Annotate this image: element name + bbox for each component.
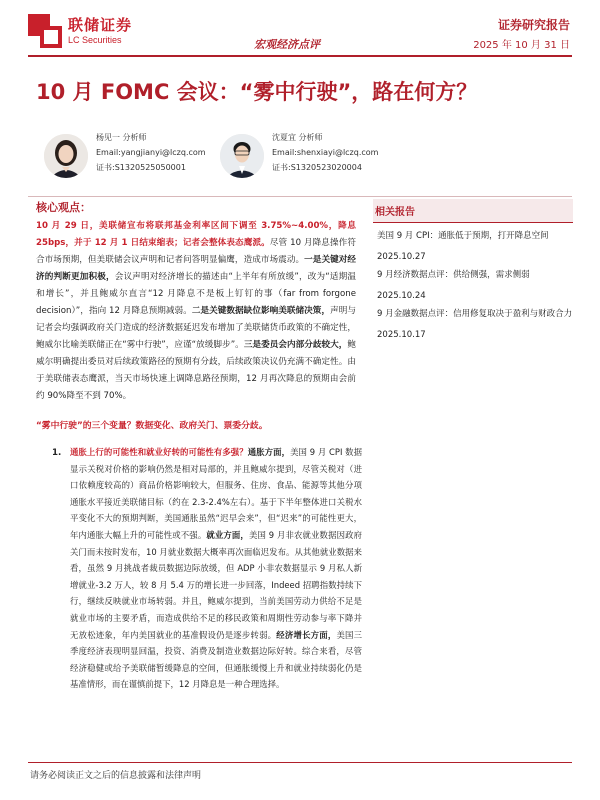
core-text-a: 尽管 10 月降息操作符合市场预期，但美联储会议声明和记者问答明显偏鹰，造成市场震动。 (36, 238, 356, 265)
core-highlight: 10 月 29 日，美联储宣布将联邦基金利率区间下调至 3.75%~4.00%，降息 25bps，并于 12 月 1 日结束缩表；记者会整体表态鹰派。 (36, 221, 356, 248)
logo-mark-icon (28, 14, 62, 48)
analyst-avatar (220, 134, 264, 178)
related-report-date: 2025.10.27 (377, 252, 426, 262)
logo-cn-text: 联储证券 (68, 15, 133, 34)
analyst-email: Email:shenxiayi@lczq.com (272, 148, 379, 157)
related-report-link[interactable]: 美国 9 月 CPI：通胀低于预期，打开降息空间 (377, 231, 549, 241)
core-text-e: 鲍威尔明确提出委员对后续政策路径的预期有分歧，后续政策决议仍充满不确定性。由于美联储表态鹰派，当天市场快速上调降息路径预期，12 月再次降息的预期由会前约 90%降至不到 70%。 (36, 340, 356, 401)
footer-disclaimer: 请务必阅读正文之后的信息披露和法律声明 (30, 771, 202, 781)
item-text-3: 美国三季度经济表现明显回温，投资、消费及制造业数据边际好转。综合来看，尽管经济稳健或给予美联储暂缓降息的空间，但通胀缓慢上升和就业持续弱化仍是基准情形，而在谨慎前提下，12 月降息是一种合理选择。 (70, 629, 363, 690)
related-report-date: 2025.10.24 (377, 291, 426, 301)
report-type: 证券研究报告 (497, 18, 570, 32)
question-heading: “雾中行驶”的三个变量？数据变化、政府关门、票委分歧。 (36, 421, 268, 431)
core-point-3: 三是委员会内部分歧较大， (243, 340, 348, 350)
analyst-cert: 证书:S1320525050001 (96, 163, 186, 172)
company-logo (28, 14, 132, 48)
related-heading: 相关报告 (373, 199, 573, 223)
core-point-1: 一是关键对经济的判断更加积极， (36, 255, 356, 282)
item-text-2: 美国 9 月非农就业数据因政府关门而未按时发布，10 月就业数据大概率再次面临迟发布。从其他就业数据来看，虽然 9 月挑战者裁员数据边际放缓，但 ADP 小非农数据显示 9 月私人新增就业-3.2 万人，较 8 月 5.4 万的增长进一步回落，Indeed 招聘指数持续下行，继续反映就业市场转弱。并且，鲍威尔提到，当前美国劳动力供给不足是就业市场的主要矛盾，而造成供给不足的移民政策和周期性劳动参与率下降并无放松迹象，年内美国就业的基准假设仍是逐步转弱。 (70, 529, 363, 640)
related-report-link[interactable]: 9 月经济数据点评：供给侧强，需求侧弱 (377, 270, 530, 280)
item-number: 1. (52, 448, 62, 458)
item-sub-growth: 经济增长方面， (276, 629, 337, 640)
item-paragraph (70, 444, 362, 693)
section-divider (28, 196, 572, 197)
page-header (0, 0, 600, 60)
report-date: 2025 年 10 月 31 日 (473, 40, 570, 51)
core-text-d: 声明与记者会均强调政府关门造成的经济数据延迟发布增加了美联储货币政策的不确定性，鲍威尔比喻美联储正在“雾中行驶”，应谨“放缓脚步”。 (36, 306, 356, 350)
item-lead: 通胀上行的可能性和就业好转的可能性有多强？ (70, 447, 248, 457)
footer-divider (28, 762, 572, 763)
page-title: 10 月 FOMC 会议：“雾中行驶”，路在何方？ (36, 80, 478, 104)
section-label: 宏观经济点评 (254, 38, 320, 51)
core-paragraph (36, 218, 356, 405)
item-text-1: 美国 9 月 CPI 数据显示关税对价格的影响仍然是相对局部的，并且鲍威尔提到，尽管关税对（进口依赖度较高的）商品价格影响较大，但服务、住房、食品、能源等其他分项通胀水平接近美联储目标（约在 2.3-2.4%左右）。基于下半年整体进口关税水平变化不大的预期判断，美国通胀虽然“迟早会来”，但“迟来”的可能性更大，年内通胀大幅上升的可能性或不强。 (70, 447, 363, 540)
core-heading: 核心观点： (36, 201, 91, 214)
related-reports-panel (373, 199, 573, 340)
header-divider (28, 55, 572, 57)
core-text-c: 会议声明对经济增长的描述由“上半年有所放缓”，改为“适期温和增长”，并且鲍威尔直言“12 月降息不是板上钉钉的事（far from forgone decision）”，指向 12 月降息预期减弱。 (36, 272, 356, 316)
logo-en-text: LC Securities (68, 34, 122, 45)
analyst-avatar (44, 134, 88, 178)
related-report-link[interactable]: 9 月金融数据点评：信用修复取决于盈利与财政合力 (377, 309, 573, 319)
core-point-2: 二是关键数据缺位影响美联储决策， (191, 306, 331, 316)
analyst-name: 沈夏宜 分析师 (272, 133, 323, 142)
item-sub-inflation: 通胀方面， (247, 447, 291, 457)
analyst-email: Email:yangjianyi@lczq.com (96, 148, 206, 157)
analyst-name: 杨见一 分析师 (96, 133, 147, 142)
item-sub-employment: 就业方面， (206, 529, 249, 540)
related-report-date: 2025.10.17 (377, 330, 426, 340)
analyst-cert: 证书:S1320523020004 (272, 163, 362, 172)
